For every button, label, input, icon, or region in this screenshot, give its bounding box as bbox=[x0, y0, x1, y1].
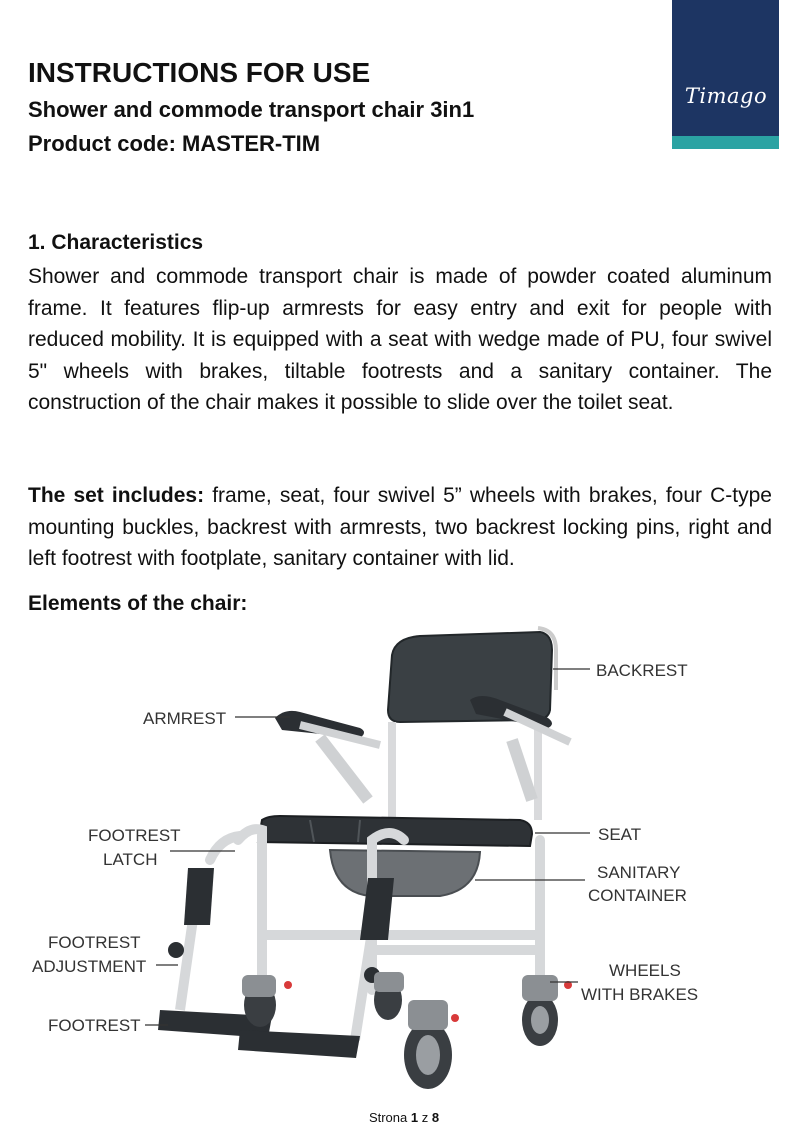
label-seat: SEAT bbox=[598, 825, 642, 844]
footer-page-total: 8 bbox=[431, 1110, 440, 1125]
set-includes-text: frame, seat, four swivel 5” wheels with brakes, four C-type mounting buckles, backrest with armrests, two backrest locking pins, right and left footrest with footplate, sanitary container with lid. bbox=[28, 484, 772, 570]
characteristics-paragraph: Shower and commode transport chair is made of powder coated aluminum frame. It features flip-up armrests for easy entry and exit for people with reduced mobility. It is equipped with a seat with wedge made of PU, four swivel 5" wheels with brakes, tiltable footrests and a sanitary container. The construction of the chair makes it possible to slide over the toilet seat. bbox=[28, 265, 772, 414]
label-wheels-line2: WITH BRAKES bbox=[581, 985, 699, 1004]
elements-heading: Elements of the chair: bbox=[28, 592, 248, 615]
brand-logo-block bbox=[672, 0, 779, 136]
label-footrest-latch-line1: FOOTREST bbox=[88, 826, 181, 845]
label-armrest: ARMREST bbox=[143, 709, 227, 728]
footer-prefix: Strona bbox=[368, 1110, 411, 1125]
label-backrest: BACKREST bbox=[596, 661, 688, 680]
footer-separator: z bbox=[418, 1110, 432, 1125]
document-title: INSTRUCTIONS FOR USE bbox=[28, 57, 371, 88]
wheels-illustration bbox=[242, 972, 572, 1089]
label-footrest-adjustment-line2: ADJUSTMENT bbox=[32, 957, 147, 976]
footrest-illustration bbox=[158, 868, 394, 1058]
page-footer bbox=[0, 1110, 808, 1125]
label-sanitary-line2: CONTAINER bbox=[588, 886, 687, 905]
footer-page-number: 1 bbox=[410, 1110, 419, 1125]
label-footrest: FOOTREST bbox=[48, 1016, 141, 1035]
label-wheels-line1: WHEELS bbox=[609, 961, 681, 980]
section-heading-characteristics: 1. Characteristics bbox=[28, 231, 204, 254]
brand-logo-text: Timago bbox=[684, 84, 768, 108]
brand-accent-strip bbox=[672, 136, 779, 149]
product-code: Product code: MASTER-TIM bbox=[28, 131, 321, 156]
document-subtitle: Shower and commode transport chair 3in1 bbox=[28, 97, 475, 122]
set-includes-label: The set includes: bbox=[28, 484, 205, 507]
sanitary-container-illustration bbox=[330, 850, 480, 896]
label-sanitary-line1: SANITARY bbox=[597, 863, 681, 882]
label-footrest-latch-line2: LATCH bbox=[103, 850, 158, 869]
label-footrest-adjustment-line1: FOOTREST bbox=[48, 933, 141, 952]
set-includes-paragraph bbox=[28, 480, 772, 575]
chair-diagram bbox=[0, 620, 808, 1100]
